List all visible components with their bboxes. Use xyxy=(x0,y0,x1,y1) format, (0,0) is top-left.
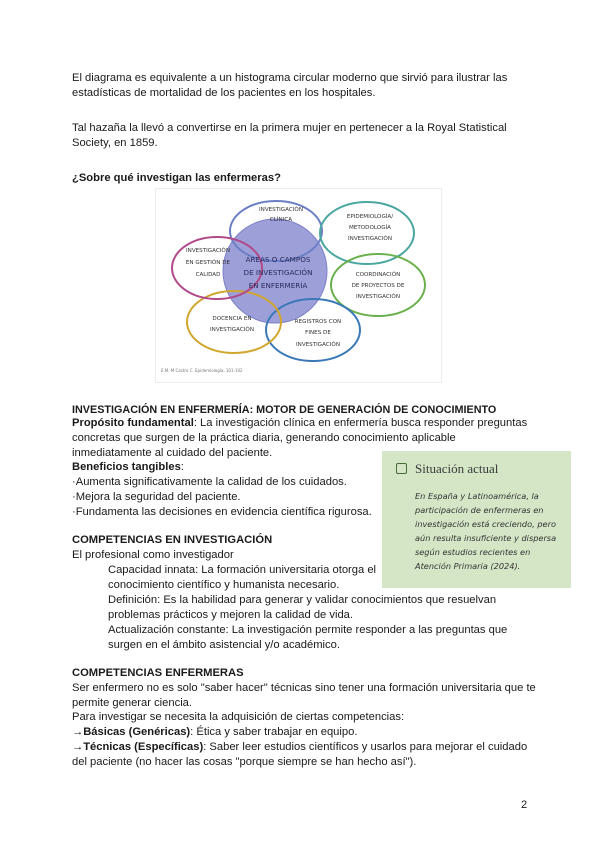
diagram-node-teaching-line-2: INVESTIGACIÓN xyxy=(209,327,255,333)
diagram-node-records-line-3: INVESTIGACIÓN xyxy=(295,342,341,348)
diagram-node-clinical-line-2: CLÍNICA xyxy=(269,217,293,223)
competency-item: Actualización constante: La investigación permite responder a las preguntas que surgen en el ámbito asistencial y/o académico. xyxy=(108,624,508,651)
section-3-heading: COMPETENCIAS ENFERMERAS xyxy=(72,667,244,679)
diagram-center-line-3: EN ENFERMERÍA xyxy=(248,281,308,290)
diagram-node-coordination-line-3: INVESTIGACIÓN xyxy=(355,294,401,300)
technical-text: : Saber leer estudios científicos y usarlos para mejorar el cuidado del paciente (no hacer las cosas "porque siempre se han hecho así"). xyxy=(72,741,528,768)
benefits-heading xyxy=(72,460,372,475)
section-2-intro: El profesional como investigador xyxy=(72,549,234,561)
diagram-center-line-1: ÁREAS O CAMPOS xyxy=(245,255,311,264)
competency-item: Capacidad innata: La formación universitaria otorga el conocimiento científico y humanista necesario. xyxy=(108,564,377,591)
section-3-paragraph-2: Para investigar se necesita la adquisición de ciertas competencias: xyxy=(72,711,405,723)
diagram-node-epidemiology-line-1: EPIDEMIOLOGÍA/ xyxy=(346,214,394,220)
diagram-node-records-line-1: REGISTROS CON xyxy=(294,319,342,325)
diagram-center-line-2: DE INVESTIGACIÓN xyxy=(243,268,313,277)
callout-text: En España y Latinoamérica, la participación de enfermeras en investigación está creciendo, pero aún resulta insuficiente y dispersa según estudios recientes en Atención Primaria (2024). xyxy=(415,491,557,571)
benefits-colon: : xyxy=(180,461,184,473)
benefit-item: ·Aumenta significativamente la calidad de los cuidados. xyxy=(72,476,347,488)
diagram-source-caption: E.M. M Castro C. Epidemiología, 101-102 xyxy=(161,368,243,373)
section-2-heading: COMPETENCIAS EN INVESTIGACIÓN xyxy=(72,534,273,546)
diagram-node-epidemiology-line-2: METODOLOGÍA xyxy=(348,225,392,231)
page-number: 2 xyxy=(521,799,528,811)
diagram-node-quality-line-1: INVESTIGACIÓN xyxy=(185,248,231,254)
research-areas-diagram-svg xyxy=(156,189,441,382)
purpose-text: : La investigación clínica en enfermería busca responder preguntas concretas que surgen de la práctica diaria, generando conocimiento aplicable inmediatamente al cuidado del paciente. xyxy=(72,417,528,459)
basic-text: : Ética y saber trabajar en equipo. xyxy=(190,726,358,738)
research-areas-diagram xyxy=(155,188,442,383)
callout-title: Situación actual xyxy=(415,461,499,476)
benefit-item: ·Fundamenta las decisiones en evidencia científica rigurosa. xyxy=(72,506,372,518)
callout-situacion-actual xyxy=(382,451,571,588)
benefits-label: Beneficios tangibles xyxy=(72,461,181,473)
competency-item: Definición: Es la habilidad para generar y validar conocimientos que resuelvan problemas prácticos y mejoren la calidad de vida. xyxy=(108,594,497,621)
diagram-node-quality-line-2: EN GESTIÓN DE xyxy=(185,260,231,266)
basic-competencies xyxy=(72,725,537,740)
intro-paragraph-2: Tal hazaña la llevó a convertirse en la primera mujer en pertenecer a la Royal Statistical Society, en 1859. xyxy=(72,122,507,149)
diagram-node-records-line-2: FINES DE xyxy=(305,330,331,336)
note-icon xyxy=(396,463,407,474)
intro-paragraph-1: El diagrama es equivalente a un histograma circular moderno que sirvió para ilustrar las estadísticas de mortalidad de los pacientes en los hospitales. xyxy=(72,72,508,99)
question-heading: ¿Sobre qué investigan las enfermeras? xyxy=(72,172,281,184)
basic-label: →Básicas (Genéricas) xyxy=(72,726,191,738)
diagram-node-epidemiology-line-3: INVESTIGACIÓN xyxy=(347,236,393,242)
technical-competencies xyxy=(72,740,537,770)
diagram-node-quality-line-3: CALIDAD xyxy=(195,272,221,278)
diagram-node-clinical-line-1: INVESTIGACIÓN xyxy=(258,207,304,213)
section-3-paragraph-1: Ser enfermero no es solo "saber hacer" técnicas sino tener una formación universitaria que te permite generar ciencia. xyxy=(72,682,536,709)
diagram-node-coordination-line-1: COORDINACIÓN xyxy=(355,272,401,278)
benefit-item: ·Mejora la seguridad del paciente. xyxy=(72,491,241,503)
purpose-label: Propósito fundamental xyxy=(72,417,194,429)
diagram-node-coordination-line-2: DE PROYECTOS DE xyxy=(351,283,405,289)
technical-label: →Técnicas (Específicas) xyxy=(72,741,204,753)
diagram-node-teaching-line-1: DOCENCIA EN xyxy=(212,316,252,322)
section-1-heading: INVESTIGACIÓN EN ENFERMERÍA: MOTOR DE GENERACIÓN DE CONOCIMIENTO xyxy=(72,404,497,416)
